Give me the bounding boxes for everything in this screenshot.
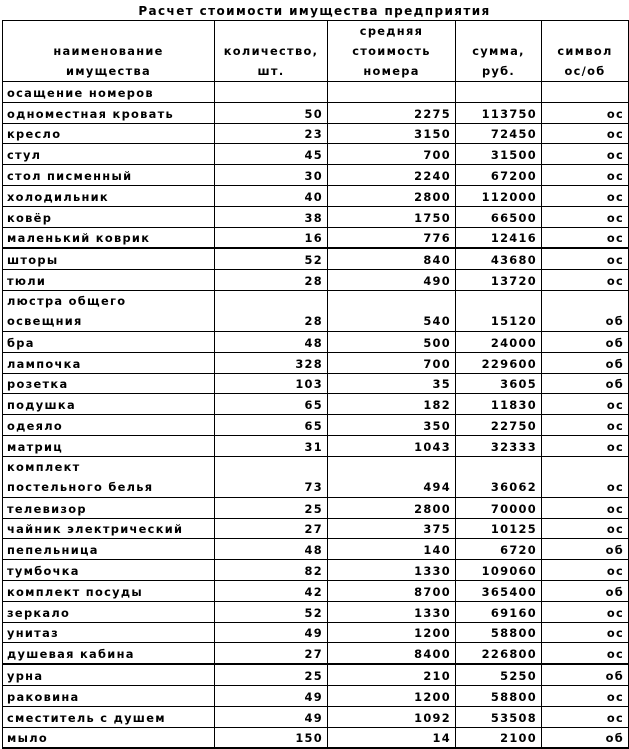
quantity-cell[interactable]: 49 bbox=[215, 622, 328, 643]
item-name-line: маленький коврик bbox=[7, 231, 151, 246]
item-name-line: зеркало bbox=[7, 605, 71, 620]
sum-cell[interactable]: 67200 bbox=[456, 165, 542, 186]
symbol-cell[interactable]: ос bbox=[542, 518, 629, 539]
item-name-line: люстра общего bbox=[7, 293, 127, 308]
item-name-line: кресло bbox=[7, 127, 62, 142]
avg-cost-cell[interactable]: 840 bbox=[328, 248, 456, 269]
sum-cell[interactable]: 229600 bbox=[456, 352, 542, 373]
avg-cost-cell[interactable]: 140 bbox=[328, 539, 456, 560]
quantity-cell[interactable]: 49 bbox=[215, 685, 328, 706]
symbol-cell[interactable]: ос bbox=[542, 435, 629, 456]
header-qty-line-2: шт. bbox=[257, 64, 285, 78]
header-name-cell[interactable] bbox=[3, 21, 215, 82]
avg-cost-cell[interactable]: 700 bbox=[328, 144, 456, 165]
item-name-cell[interactable] bbox=[3, 685, 215, 706]
symbol-cell[interactable]: ос bbox=[542, 206, 629, 227]
item-name-line: шторы bbox=[7, 253, 59, 268]
item-name-cell[interactable] bbox=[3, 248, 215, 269]
table-row bbox=[3, 165, 629, 186]
header-sum-line-2: руб. bbox=[481, 64, 516, 78]
sum-cell[interactable]: 10125 bbox=[456, 518, 542, 539]
symbol-cell[interactable]: ос bbox=[542, 227, 629, 248]
avg-cost-cell[interactable]: 2240 bbox=[328, 165, 456, 186]
symbol-cell[interactable]: ос bbox=[542, 497, 629, 518]
quantity-cell[interactable]: 42 bbox=[215, 580, 328, 601]
item-name-line: подушка bbox=[7, 398, 76, 413]
quantity-cell[interactable]: 65 bbox=[215, 415, 328, 436]
item-name-line: одеяло bbox=[7, 418, 64, 433]
table-row bbox=[3, 331, 629, 352]
item-name-cell[interactable] bbox=[3, 270, 215, 291]
avg-cost-cell[interactable]: 375 bbox=[328, 518, 456, 539]
header-sum-cell[interactable] bbox=[456, 21, 542, 82]
item-name-line: холодильник bbox=[7, 189, 109, 204]
item-name-line: ковёр bbox=[7, 210, 53, 225]
avg-cost-cell[interactable]: 500 bbox=[328, 331, 456, 352]
header-name-line-1: наименование bbox=[53, 44, 164, 58]
item-name-line: розетка bbox=[7, 377, 69, 392]
quantity-cell[interactable]: 31 bbox=[215, 435, 328, 456]
item-name-cell[interactable] bbox=[3, 144, 215, 165]
avg-cost-cell[interactable]: 494 bbox=[328, 456, 456, 497]
avg-cost-cell[interactable]: 14 bbox=[328, 727, 456, 748]
symbol-cell[interactable]: ос bbox=[542, 102, 629, 123]
avg-cost-cell[interactable]: 1200 bbox=[328, 685, 456, 706]
symbol-cell[interactable]: ос bbox=[542, 270, 629, 291]
sum-cell[interactable]: 15120 bbox=[456, 290, 542, 331]
quantity-cell[interactable]: 30 bbox=[215, 165, 328, 186]
item-name-cell[interactable] bbox=[3, 622, 215, 643]
symbol-cell[interactable]: об bbox=[542, 580, 629, 601]
item-name-line: матриц bbox=[7, 439, 63, 454]
quantity-cell[interactable]: 52 bbox=[215, 601, 328, 622]
symbol-cell[interactable]: ос bbox=[542, 415, 629, 436]
item-name-line: телевизор bbox=[7, 501, 87, 516]
symbol-cell[interactable]: ос bbox=[542, 643, 629, 664]
table-row bbox=[3, 185, 629, 206]
sum-cell[interactable]: 24000 bbox=[456, 331, 542, 352]
symbol-cell[interactable]: ос bbox=[542, 144, 629, 165]
avg-cost-cell[interactable]: 8400 bbox=[328, 643, 456, 664]
quantity-cell[interactable]: 28 bbox=[215, 270, 328, 291]
avg-cost-cell[interactable]: 3150 bbox=[328, 123, 456, 144]
sum-cell[interactable]: 3605 bbox=[456, 373, 542, 394]
sum-cell[interactable]: 53508 bbox=[456, 706, 542, 727]
sum-cell[interactable]: 72450 bbox=[456, 123, 542, 144]
header-avg-line-3: номера bbox=[363, 64, 420, 78]
item-name-line: комплект bbox=[7, 459, 81, 474]
item-name-line: урна bbox=[7, 668, 44, 683]
table-row bbox=[3, 144, 629, 165]
avg-cost-cell[interactable]: 1200 bbox=[328, 622, 456, 643]
symbol-cell[interactable]: ос bbox=[542, 560, 629, 581]
quantity-cell[interactable]: 73 bbox=[215, 456, 328, 497]
item-name-line: сместитель с душем bbox=[7, 710, 166, 725]
item-name-cell[interactable] bbox=[3, 706, 215, 727]
quantity-cell[interactable]: 50 bbox=[215, 102, 328, 123]
quantity-cell[interactable]: 49 bbox=[215, 706, 328, 727]
table-row bbox=[3, 248, 629, 269]
header-row bbox=[3, 21, 629, 82]
item-name-line: унитаз bbox=[7, 626, 59, 641]
item-name-cell[interactable] bbox=[3, 165, 215, 186]
item-name-line: тумбочка bbox=[7, 563, 80, 578]
avg-cost-cell[interactable]: 210 bbox=[328, 664, 456, 685]
table-row bbox=[3, 290, 629, 331]
table-row bbox=[3, 435, 629, 456]
symbol-cell[interactable]: об bbox=[542, 373, 629, 394]
section-empty-cell[interactable] bbox=[328, 82, 456, 103]
symbol-cell[interactable]: об bbox=[542, 352, 629, 373]
item-name-cell[interactable] bbox=[3, 206, 215, 227]
sum-cell[interactable]: 11830 bbox=[456, 394, 542, 415]
sum-cell[interactable]: 13720 bbox=[456, 270, 542, 291]
item-name-cell[interactable] bbox=[3, 435, 215, 456]
avg-cost-cell[interactable]: 2275 bbox=[328, 102, 456, 123]
sum-cell[interactable]: 112000 bbox=[456, 185, 542, 206]
quantity-cell[interactable]: 45 bbox=[215, 144, 328, 165]
table-row bbox=[3, 601, 629, 622]
avg-cost-cell[interactable]: 350 bbox=[328, 415, 456, 436]
quantity-cell[interactable]: 65 bbox=[215, 394, 328, 415]
quantity-cell[interactable]: 150 bbox=[215, 727, 328, 748]
item-name-cell[interactable] bbox=[3, 539, 215, 560]
item-name-cell[interactable] bbox=[3, 727, 215, 748]
table-row bbox=[3, 123, 629, 144]
item-name-cell[interactable] bbox=[3, 102, 215, 123]
item-name-cell[interactable] bbox=[3, 394, 215, 415]
item-name-cell[interactable] bbox=[3, 331, 215, 352]
header-sum-line-1: сумма, bbox=[472, 44, 525, 58]
item-name-cell[interactable] bbox=[3, 497, 215, 518]
avg-cost-cell[interactable]: 1043 bbox=[328, 435, 456, 456]
table-row bbox=[3, 270, 629, 291]
table-row bbox=[3, 706, 629, 727]
symbol-cell[interactable]: об bbox=[542, 664, 629, 685]
sum-cell[interactable]: 58800 bbox=[456, 622, 542, 643]
sum-cell[interactable]: 66500 bbox=[456, 206, 542, 227]
sum-cell[interactable]: 58800 bbox=[456, 685, 542, 706]
table-row bbox=[3, 727, 629, 748]
sum-cell[interactable]: 32333 bbox=[456, 435, 542, 456]
sum-cell[interactable]: 70000 bbox=[456, 497, 542, 518]
item-name-line: мыло bbox=[7, 731, 48, 746]
sum-cell[interactable]: 6720 bbox=[456, 539, 542, 560]
header-avg-cell[interactable] bbox=[328, 21, 456, 82]
table-row bbox=[3, 580, 629, 601]
item-name-cell[interactable] bbox=[3, 664, 215, 685]
avg-cost-cell[interactable]: 2800 bbox=[328, 497, 456, 518]
section-empty-cell[interactable] bbox=[542, 82, 629, 103]
header-avg-line-1: средняя bbox=[359, 24, 424, 38]
item-name-cell[interactable] bbox=[3, 580, 215, 601]
section-empty-cell[interactable] bbox=[456, 82, 542, 103]
sum-cell[interactable]: 2100 bbox=[456, 727, 542, 748]
sheet-title: Расчет стоимости имущества предприятия bbox=[138, 4, 491, 18]
property-cost-table bbox=[2, 20, 629, 749]
symbol-cell[interactable]: ос bbox=[542, 248, 629, 269]
item-name-cell[interactable] bbox=[3, 373, 215, 394]
sum-cell[interactable]: 113750 bbox=[456, 102, 542, 123]
avg-cost-cell[interactable]: 2800 bbox=[328, 185, 456, 206]
symbol-cell[interactable]: ос bbox=[542, 456, 629, 497]
item-name-cell[interactable] bbox=[3, 227, 215, 248]
symbol-cell[interactable]: ос bbox=[542, 706, 629, 727]
header-qty-cell[interactable] bbox=[215, 21, 328, 82]
sum-cell[interactable]: 5250 bbox=[456, 664, 542, 685]
quantity-cell[interactable]: 48 bbox=[215, 539, 328, 560]
avg-cost-cell[interactable]: 1330 bbox=[328, 601, 456, 622]
quantity-cell[interactable]: 28 bbox=[215, 290, 328, 331]
item-name-cell[interactable] bbox=[3, 415, 215, 436]
symbol-cell[interactable]: ос bbox=[542, 165, 629, 186]
sum-cell[interactable]: 109060 bbox=[456, 560, 542, 581]
table-row bbox=[3, 415, 629, 436]
sum-cell[interactable]: 43680 bbox=[456, 248, 542, 269]
header-sym-line-1: символ bbox=[557, 44, 613, 58]
item-name-cell[interactable] bbox=[3, 456, 215, 497]
quantity-cell[interactable]: 38 bbox=[215, 206, 328, 227]
quantity-cell[interactable]: 27 bbox=[215, 518, 328, 539]
avg-cost-cell[interactable]: 1750 bbox=[328, 206, 456, 227]
item-name-cell[interactable] bbox=[3, 290, 215, 331]
sum-cell[interactable]: 36062 bbox=[456, 456, 542, 497]
table-row bbox=[3, 227, 629, 248]
sum-cell[interactable]: 365400 bbox=[456, 580, 542, 601]
avg-cost-cell[interactable]: 8700 bbox=[328, 580, 456, 601]
symbol-cell[interactable]: ос bbox=[542, 601, 629, 622]
symbol-cell[interactable]: об bbox=[542, 727, 629, 748]
table-row bbox=[3, 456, 629, 497]
item-name-cell[interactable] bbox=[3, 643, 215, 664]
avg-cost-cell[interactable]: 35 bbox=[328, 373, 456, 394]
table-row bbox=[3, 206, 629, 227]
symbol-cell[interactable]: об bbox=[542, 539, 629, 560]
symbol-cell[interactable]: ос bbox=[542, 394, 629, 415]
symbol-cell[interactable]: об bbox=[542, 290, 629, 331]
header-sym-line-2: ос/об bbox=[564, 64, 606, 78]
quantity-cell[interactable]: 25 bbox=[215, 497, 328, 518]
item-name-cell[interactable] bbox=[3, 601, 215, 622]
section-label-cell[interactable]: осащение номеров bbox=[3, 82, 215, 103]
header-qty-line-1: количество, bbox=[223, 44, 319, 58]
sum-cell[interactable]: 12416 bbox=[456, 227, 542, 248]
item-name-cell[interactable] bbox=[3, 185, 215, 206]
avg-cost-cell[interactable]: 1092 bbox=[328, 706, 456, 727]
item-name-line: постельного белья bbox=[7, 479, 154, 494]
item-name-line: бра bbox=[7, 335, 35, 350]
table-row bbox=[3, 560, 629, 581]
table-row bbox=[3, 394, 629, 415]
sum-cell[interactable]: 226800 bbox=[456, 643, 542, 664]
symbol-cell[interactable]: ос bbox=[542, 185, 629, 206]
table-row bbox=[3, 373, 629, 394]
table-row bbox=[3, 518, 629, 539]
item-name-line: пепельница bbox=[7, 543, 99, 558]
header-sym-cell[interactable] bbox=[542, 21, 629, 82]
sum-cell[interactable]: 22750 bbox=[456, 415, 542, 436]
item-name-cell[interactable] bbox=[3, 560, 215, 581]
quantity-cell[interactable]: 52 bbox=[215, 248, 328, 269]
table-row bbox=[3, 685, 629, 706]
avg-cost-cell[interactable]: 776 bbox=[328, 227, 456, 248]
symbol-cell[interactable]: ос bbox=[542, 685, 629, 706]
sum-cell[interactable]: 31500 bbox=[456, 144, 542, 165]
header-avg-line-2: стоимость bbox=[352, 44, 431, 58]
quantity-cell[interactable]: 27 bbox=[215, 643, 328, 664]
item-name-line: раковина bbox=[7, 689, 80, 704]
table-row bbox=[3, 622, 629, 643]
section-row bbox=[3, 82, 629, 103]
item-name-line: комплект посуды bbox=[7, 584, 143, 599]
item-name-line: стул bbox=[7, 148, 42, 163]
item-name-line: лампочка bbox=[7, 356, 82, 371]
symbol-cell[interactable]: об bbox=[542, 331, 629, 352]
quantity-cell[interactable]: 82 bbox=[215, 560, 328, 581]
item-name-line: чайник электрический bbox=[7, 522, 184, 537]
avg-cost-cell[interactable]: 490 bbox=[328, 270, 456, 291]
table-row bbox=[3, 102, 629, 123]
sum-cell[interactable]: 69160 bbox=[456, 601, 542, 622]
table-row bbox=[3, 664, 629, 685]
item-name-cell[interactable] bbox=[3, 518, 215, 539]
quantity-cell[interactable]: 48 bbox=[215, 331, 328, 352]
table-row bbox=[3, 539, 629, 560]
quantity-cell[interactable]: 40 bbox=[215, 185, 328, 206]
table-row bbox=[3, 643, 629, 664]
quantity-cell[interactable]: 16 bbox=[215, 227, 328, 248]
item-name-cell[interactable] bbox=[3, 352, 215, 373]
quantity-cell[interactable]: 103 bbox=[215, 373, 328, 394]
quantity-cell[interactable]: 25 bbox=[215, 664, 328, 685]
symbol-cell[interactable]: ос bbox=[542, 123, 629, 144]
avg-cost-cell[interactable]: 1330 bbox=[328, 560, 456, 581]
quantity-cell[interactable]: 23 bbox=[215, 123, 328, 144]
item-name-line: освещния bbox=[7, 313, 83, 328]
avg-cost-cell[interactable]: 540 bbox=[328, 290, 456, 331]
item-name-line: одноместная кровать bbox=[7, 106, 175, 121]
table-row bbox=[3, 497, 629, 518]
avg-cost-cell[interactable]: 700 bbox=[328, 352, 456, 373]
item-name-line: тюли bbox=[7, 273, 47, 288]
item-name-line: душевая кабина bbox=[7, 647, 135, 662]
table-row bbox=[3, 352, 629, 373]
item-name-line: стол писменный bbox=[7, 168, 133, 183]
quantity-cell[interactable]: 328 bbox=[215, 352, 328, 373]
section-empty-cell[interactable] bbox=[215, 82, 328, 103]
item-name-cell[interactable] bbox=[3, 123, 215, 144]
symbol-cell[interactable]: ос bbox=[542, 622, 629, 643]
avg-cost-cell[interactable]: 182 bbox=[328, 394, 456, 415]
header-name-line-2: имущества bbox=[66, 64, 151, 78]
